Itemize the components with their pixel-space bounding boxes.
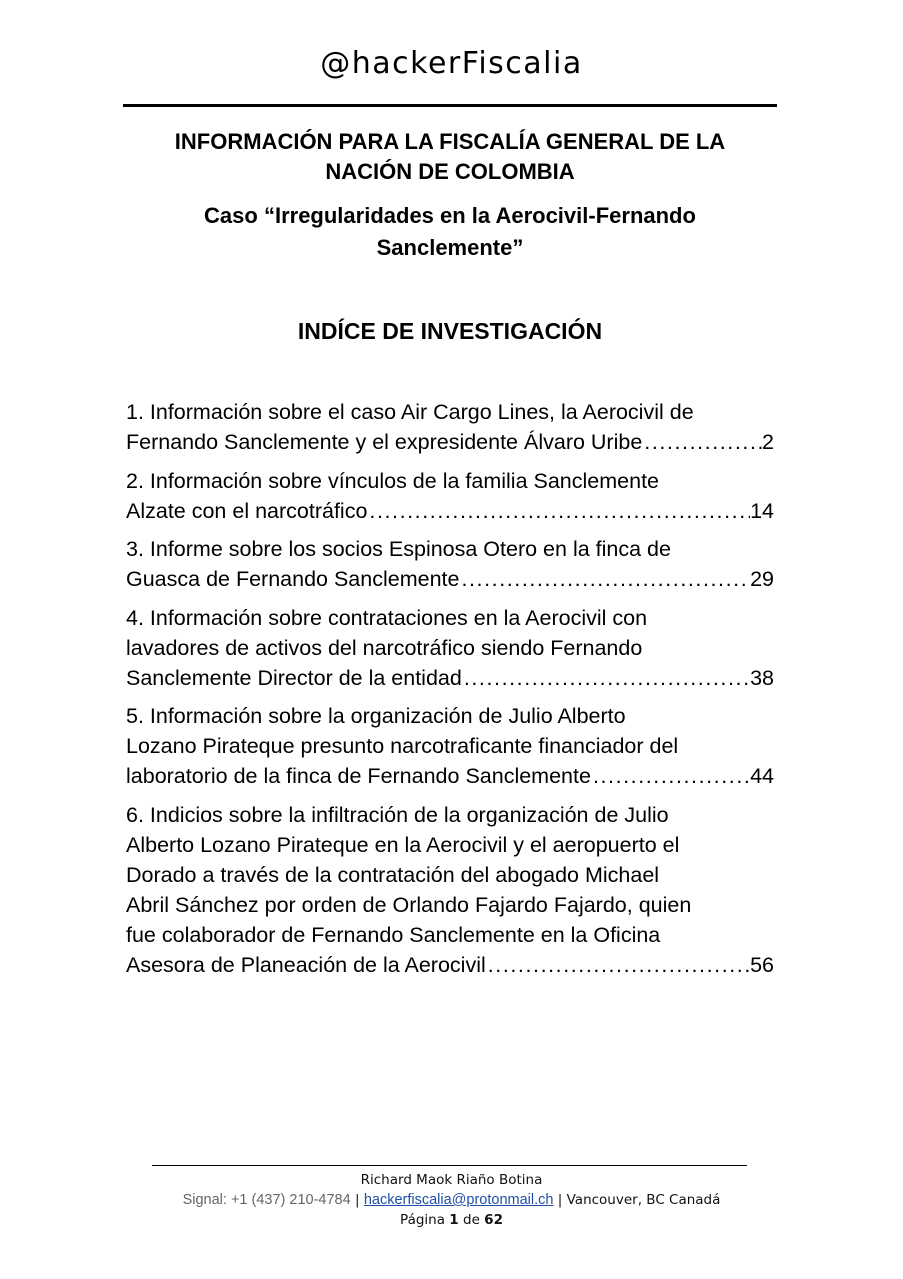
toc-leader-dots (591, 761, 750, 791)
page-current: 1 (449, 1212, 459, 1228)
toc-entry[interactable] (126, 534, 774, 594)
footer-location: Vancouver, BC Canadá (566, 1192, 721, 1208)
toc-entry-text: Sanclemente Director de la entidad (126, 665, 462, 690)
toc-entry-text: Alzate con el narcotráfico (126, 498, 368, 523)
toc-entry-last-line (126, 663, 774, 693)
document-subtitle-line-2: Sanclemente” (376, 235, 524, 260)
toc-entry-line: fue colaborador de Fernando Sanclemente en la Oficina (126, 922, 661, 947)
footer-signal: Signal: +1 (437) 210-4784 (182, 1192, 351, 1208)
index-heading: INDÍCE DE INVESTIGACIÓN (297, 318, 603, 344)
toc-entry-last-line (126, 761, 774, 791)
toc-entry-last-line (126, 496, 774, 526)
header-divider (123, 104, 777, 107)
toc-leader-dots (486, 950, 750, 980)
document-title-line-1: INFORMACIÓN PARA LA FISCALÍA GENERAL DE LA (174, 129, 726, 154)
toc-entry-last-line (126, 950, 774, 980)
footer-separator: | (557, 1192, 563, 1208)
toc-page-number: 2 (762, 430, 774, 454)
toc-entry-line: lavadores de activos del narcotráfico siendo Fernando (126, 635, 643, 660)
toc-entry-line: 2. Información sobre vínculos de la familia Sanclemente (126, 468, 659, 493)
toc-entry-line: Lozano Pirateque presunto narcotraficante financiador del (126, 734, 679, 758)
toc-entry[interactable] (126, 603, 774, 693)
toc-page-number: 29 (750, 567, 774, 591)
footer-contact (0, 1191, 903, 1209)
toc-page-number: 44 (750, 764, 774, 788)
toc-entry-last-line (126, 564, 774, 594)
footer-divider (152, 1165, 747, 1166)
table-of-contents (126, 397, 774, 988)
toc-entry-line: 4. Información sobre contrataciones en la Aerocivil con (126, 605, 648, 630)
toc-entry[interactable] (126, 397, 774, 457)
toc-entry[interactable] (126, 466, 774, 526)
toc-entry-text: Fernando Sanclemente y el expresidente Álvaro Uribe (126, 430, 643, 454)
brand-header: @hackerFiscalia (320, 46, 583, 81)
toc-entry-line: Dorado a través de la contratación del abogado Michael (126, 862, 660, 887)
toc-entry-text: Asesora de Planeación de la Aerocivil (126, 952, 486, 977)
toc-entry-line: 5. Información sobre la organización de Julio Alberto (126, 704, 626, 728)
footer-author: Richard Maok Riaño Botina (360, 1172, 543, 1188)
document-title-line-2: NACIÓN DE COLOMBIA (325, 159, 575, 184)
footer-page-number (0, 1211, 903, 1229)
toc-entry-last-line (126, 427, 774, 457)
toc-page-number: 56 (750, 952, 774, 977)
toc-leader-dots (367, 496, 750, 526)
toc-leader-dots (462, 663, 750, 693)
document-subtitle (100, 200, 800, 264)
toc-entry-text: laboratorio de la finca de Fernando Sanclemente (126, 764, 591, 788)
page-of: de (463, 1212, 480, 1228)
footer-email-link[interactable]: hackerfiscalia@protonmail.ch (363, 1192, 554, 1208)
toc-entry-line: Alberto Lozano Pirateque en la Aerocivil y el aeropuerto el (126, 832, 680, 857)
toc-entry-line: Abril Sánchez por orden de Orlando Fajardo Fajardo, quien (126, 892, 692, 917)
document-title (100, 127, 800, 187)
toc-page-number: 14 (750, 498, 774, 523)
toc-leader-dots (459, 564, 750, 594)
toc-page-number: 38 (750, 665, 774, 690)
toc-entry-line: 6. Indicios sobre la infiltración de la organización de Julio (126, 802, 669, 827)
document-subtitle-line-1: Caso “Irregularidades en la Aerocivil-Fernando (204, 203, 696, 228)
page-total: 62 (484, 1212, 503, 1228)
footer-separator: | (354, 1192, 360, 1208)
toc-leader-dots (642, 427, 762, 457)
toc-entry-text: Guasca de Fernando Sanclemente (126, 567, 460, 591)
toc-entry-line: 3. Informe sobre los socios Espinosa Otero en la finca de (126, 537, 671, 561)
toc-entry[interactable] (126, 701, 774, 791)
toc-entry-line: 1. Información sobre el caso Air Cargo Lines, la Aerocivil de (126, 400, 694, 424)
page-label: Página (400, 1212, 445, 1228)
toc-entry[interactable] (126, 800, 774, 980)
